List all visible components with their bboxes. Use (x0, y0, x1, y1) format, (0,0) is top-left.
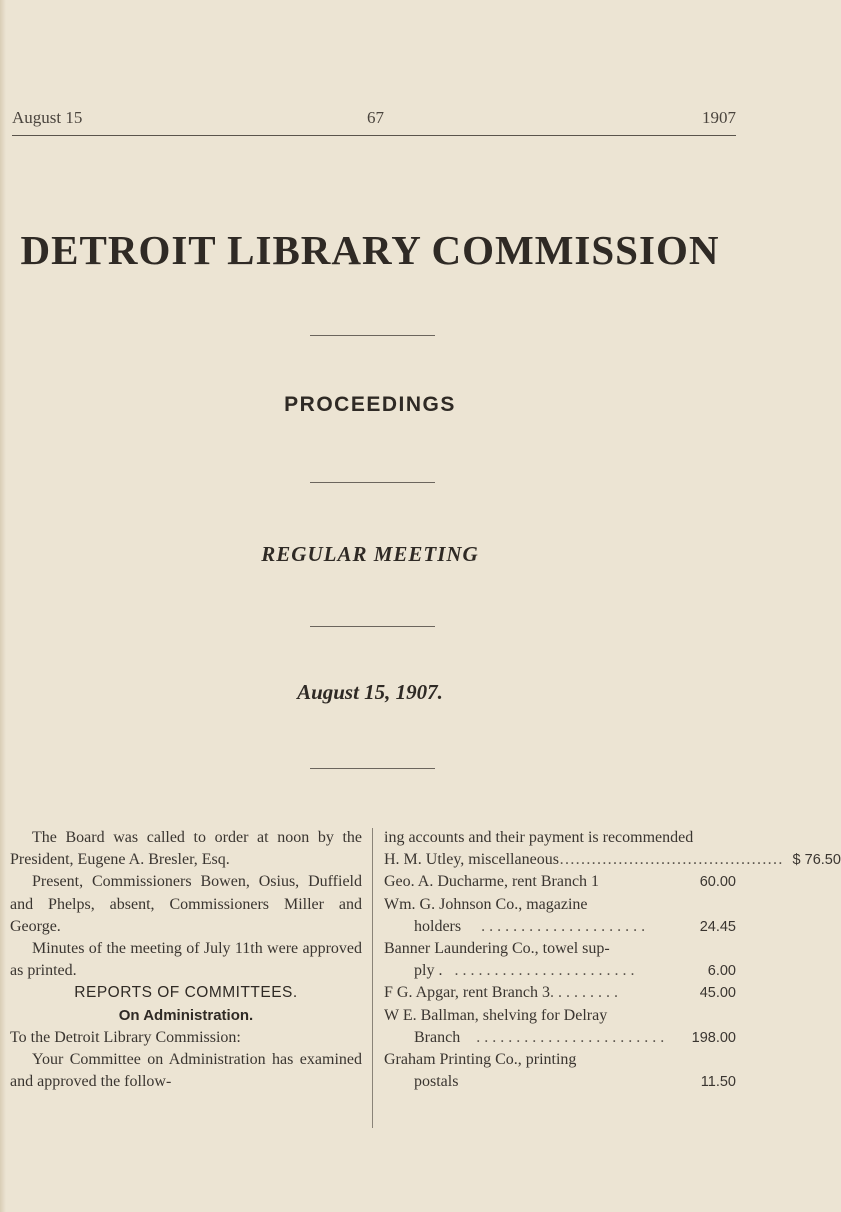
divider-rule (310, 768, 435, 769)
paragraph-committee-report: Your Committee on Administration has examined and approved the follow- (10, 1051, 362, 1091)
leader-dots (458, 1071, 678, 1093)
administration-heading: On Administration. (118, 1006, 254, 1024)
salutation: To the Detroit Library Commission: (10, 1028, 241, 1046)
page-edge (0, 0, 6, 1212)
account-payee: H. M. Utley, miscellaneous (384, 851, 559, 869)
account-line (384, 871, 736, 893)
document-title: DETROIT LIBRARY COMMISSION (20, 227, 720, 273)
account-amount: 45.00 (699, 985, 736, 1002)
header-date: August 15 (12, 108, 83, 127)
header-rule (12, 135, 736, 136)
account-payee: F G. Apgar, rent Branch 3 (384, 984, 550, 1002)
leader-dots: …………………………………… (558, 851, 783, 869)
section-subtitle: PROCEEDINGS (284, 393, 456, 416)
leader-dots: . . . . . . . . . . . . . . . . . . . . . . . . (460, 1028, 665, 1046)
account-payee-cont: ply . (414, 962, 443, 980)
account-amount: 24.45 (699, 918, 736, 935)
account-amount: 198.00 (691, 1029, 736, 1046)
account-amount: $ 76.50 (792, 852, 841, 869)
account-line (384, 849, 841, 871)
page-number: 67 (367, 108, 384, 127)
leader-dots: . . . . . . . . . . . . . . . . . . . . . . . (442, 962, 635, 980)
account-amount: 6.00 (707, 963, 736, 980)
paragraph-call-to-order: The Board was called to order at noon by the President, Eugene A. Bresler, Esq. (10, 829, 362, 869)
account-payee: W E. Ballman, shelving for Delray (384, 1006, 608, 1024)
account-payee-cont: holders (414, 917, 462, 935)
paragraph-attendance: Present, Commissioners Bowen, Osius, Duffield and Phelps, absent, Commissioners Miller and George. (10, 873, 362, 935)
left-column (10, 827, 362, 1093)
account-line (384, 1071, 736, 1093)
paragraph-accounts-intro: ing accounts and their payment is recommended (384, 829, 694, 846)
running-header (12, 108, 736, 132)
account-line (384, 916, 736, 938)
header-year: 1907 (702, 108, 736, 127)
leader-dots: . . . . . . . . . . . . . . . . . . . . . (461, 917, 646, 935)
column-divider (372, 828, 373, 1128)
right-column (384, 827, 841, 1093)
account-payee-cont: postals (414, 1073, 459, 1091)
leader-dots: . . . . . . . . . (550, 984, 618, 1002)
account-payee: Graham Printing Co., printing (384, 1051, 577, 1069)
reports-heading: REPORTS OF COMMITTEES. (74, 984, 298, 1002)
account-line (384, 960, 736, 982)
divider-rule (310, 335, 435, 336)
account-payee: Banner Laundering Co., towel sup- (384, 940, 610, 958)
meeting-date-heading: August 15, 1907. (297, 680, 443, 704)
account-amount: 60.00 (699, 874, 736, 891)
paragraph-minutes: Minutes of the meeting of July 11th were approved as printed. (10, 940, 362, 980)
account-line (384, 982, 736, 1004)
divider-rule (310, 482, 435, 483)
divider-rule (310, 626, 435, 627)
meeting-type-heading: REGULAR MEETING (261, 542, 479, 566)
account-payee: Geo. A. Ducharme, rent Branch 1 (384, 873, 600, 891)
account-amount: 11.50 (700, 1074, 736, 1091)
account-payee: Wm. G. Johnson Co., magazine (384, 895, 588, 913)
account-payee-cont: Branch (414, 1028, 461, 1046)
account-line (384, 1027, 736, 1049)
